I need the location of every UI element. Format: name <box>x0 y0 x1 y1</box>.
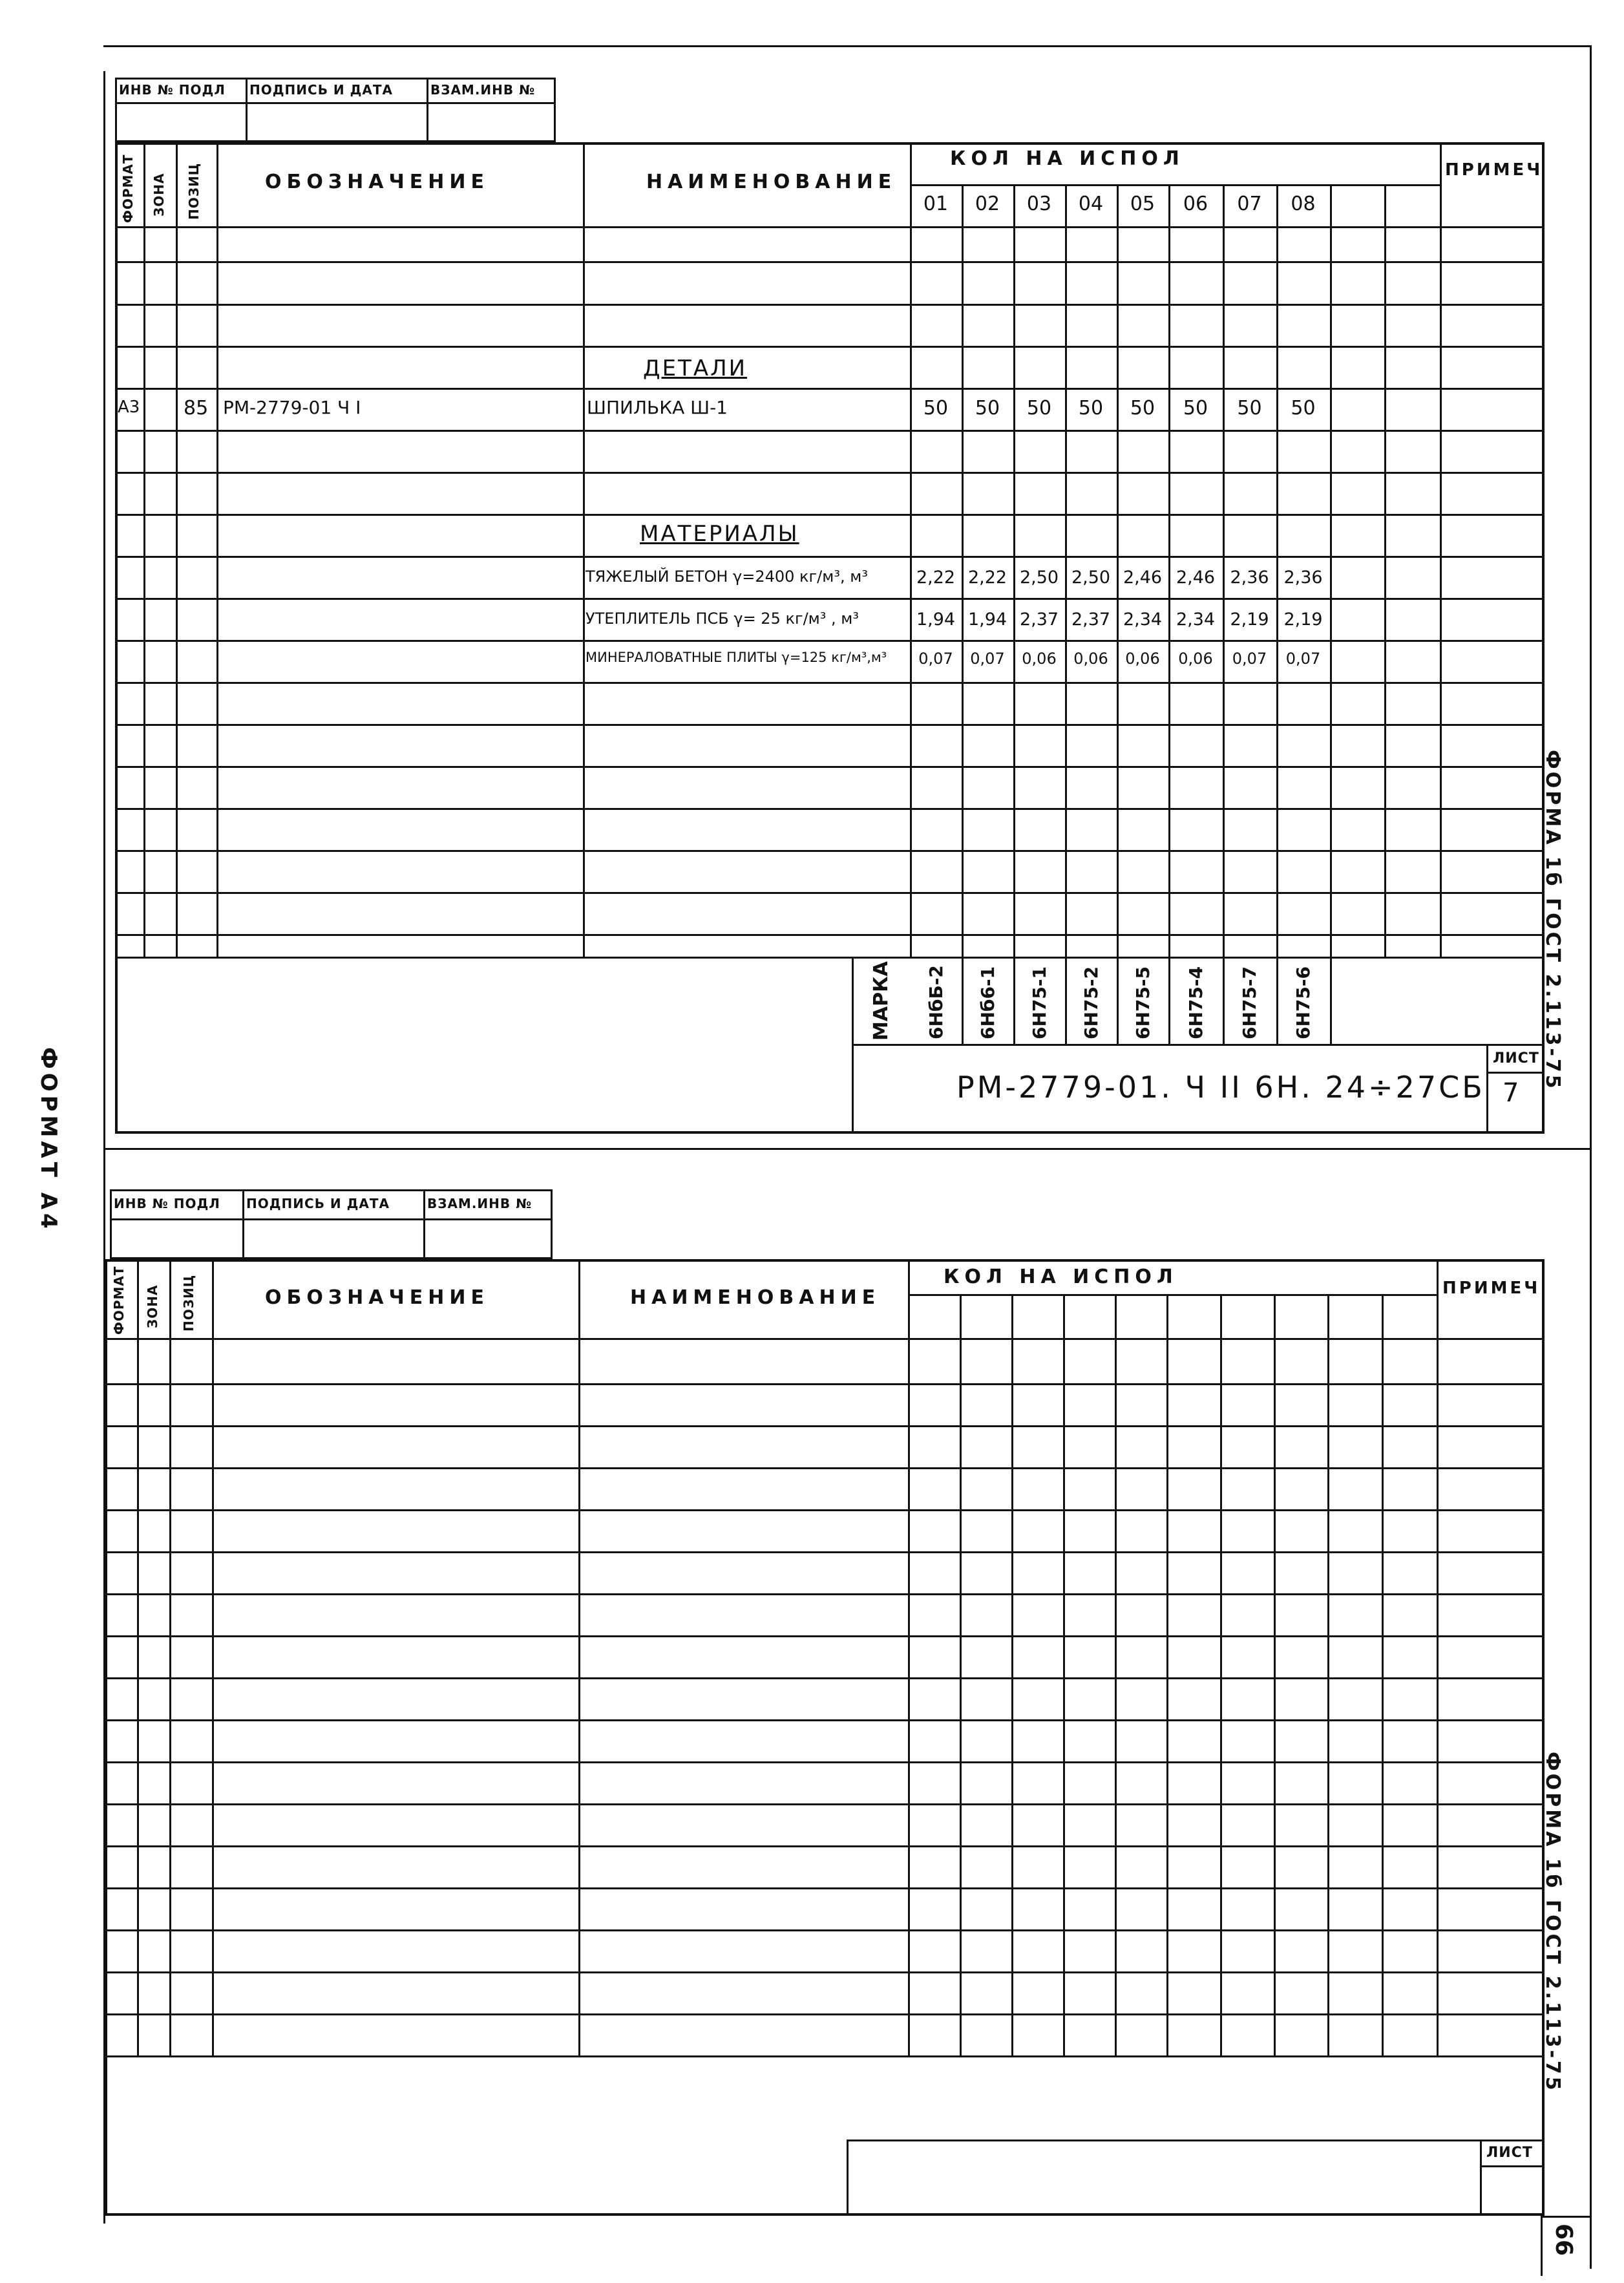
variant-05: 05 <box>1130 193 1155 215</box>
material-value: 2,19 <box>1283 610 1323 630</box>
col-zone-label: ЗОНА <box>151 173 167 217</box>
variant-03: 03 <box>1026 193 1052 215</box>
detail-qty-06: 50 <box>1183 397 1208 419</box>
variant-04: 04 <box>1078 193 1104 215</box>
material-value: 0,07 <box>918 650 953 668</box>
material-name: ТЯЖЕЛЫЙ БЕТОН γ=2400 кг/м³, м³ <box>585 568 868 586</box>
variant-01: 01 <box>923 193 949 215</box>
material-value: 0,07 <box>1285 650 1321 668</box>
stamp-inv-label: ИНВ № ПОДЛ <box>114 1196 220 1211</box>
form-standard-label: ФОРМА 1б ГОСТ 2.113-75 <box>1541 750 1564 1091</box>
list-label: ЛИСТ <box>1486 2145 1533 2161</box>
form-standard-label: ФОРМА 1б ГОСТ 2.113-75 <box>1541 1752 1564 2093</box>
material-value: 2,37 <box>1071 610 1111 630</box>
col-note-label: ПРИМЕЧ <box>1442 1279 1541 1298</box>
page-top-line <box>103 45 1590 47</box>
material-name: МИНЕРАЛОВАТНЫЕ ПЛИТЫ γ=125 кг/м³,м³ <box>585 650 887 665</box>
material-value: 2,34 <box>1123 610 1163 630</box>
detail-qty-04: 50 <box>1078 397 1104 419</box>
col-designation-label: ОБОЗНАЧЕНИЕ <box>265 171 489 193</box>
page-divider <box>103 1148 1590 1150</box>
material-value: 2,34 <box>1176 610 1216 630</box>
marka-label: МАРКА <box>870 961 892 1041</box>
material-value: 1,94 <box>967 610 1007 630</box>
col-format-label: ФОРМАТ <box>111 1266 127 1335</box>
mark-label: 6НбБ-2 <box>925 965 947 1039</box>
material-value: 0,06 <box>1125 650 1160 668</box>
material-value: 2,36 <box>1283 568 1323 588</box>
mark-label: 6Н75-7 <box>1239 966 1260 1039</box>
col-format-label: ФОРМАТ <box>120 154 136 223</box>
detail-name: ШПИЛЬКА Ш-1 <box>587 397 728 418</box>
col-designation-label: ОБОЗНАЧЕНИЕ <box>265 1286 489 1309</box>
detail-designation: РМ-2779-01 Ч I <box>223 397 361 418</box>
section-materials-heading: МАТЕРИАЛЫ <box>640 521 799 547</box>
mark-label: 6Н75-2 <box>1081 966 1102 1039</box>
stamp-vzam-label: ВЗАМ.ИНВ № <box>427 1196 533 1211</box>
col-name-label: НАИМЕНОВАНИЕ <box>646 171 897 193</box>
variant-06: 06 <box>1183 193 1208 215</box>
col-qty-label: КОЛ НА ИСПОЛ <box>944 1266 1178 1288</box>
stamp-sign-label: ПОДПИСЬ И ДАТА <box>246 1196 390 1211</box>
material-value: 0,07 <box>1232 650 1267 668</box>
detail-qty-02: 50 <box>975 397 1000 419</box>
stamp-vzam-label: ВЗАМ.ИНВ № <box>430 82 536 98</box>
list-label: ЛИСТ <box>1493 1050 1539 1067</box>
col-pos-label: ПОЗИЦ <box>186 162 202 220</box>
detail-qty-08: 50 <box>1291 397 1316 419</box>
material-value: 1,94 <box>916 610 956 630</box>
variant-02: 02 <box>975 193 1000 215</box>
stamp-inv-label: ИНВ № ПОДЛ <box>119 82 226 98</box>
detail-qty-01: 50 <box>923 397 949 419</box>
detail-qty-03: 50 <box>1026 397 1052 419</box>
material-value: 2,50 <box>1071 568 1111 588</box>
material-value: 0,06 <box>1022 650 1057 668</box>
mark-label: 6Нб6-1 <box>977 966 998 1039</box>
format-a4-label: ФОРМАТ А4 <box>36 1047 61 1233</box>
page-number: 66 <box>1550 2224 1577 2256</box>
material-value: 2,22 <box>916 568 956 588</box>
stamp-sign-label: ПОДПИСЬ И ДАТА <box>249 82 394 98</box>
material-value: 2,22 <box>967 568 1007 588</box>
document-title: РМ-2779-01. Ч II 6Н. 24÷27СБ <box>956 1070 1485 1105</box>
section-details-heading: ДЕТАЛИ <box>643 356 748 381</box>
material-value: 2,36 <box>1230 568 1269 588</box>
material-name: УТЕПЛИТЕЛЬ ПСБ γ= 25 кг/м³ , м³ <box>585 610 859 628</box>
col-pos-label: ПОЗИЦ <box>181 1274 196 1332</box>
material-value: 0,06 <box>1073 650 1108 668</box>
material-value: 0,07 <box>970 650 1005 668</box>
detail-qty-05: 50 <box>1130 397 1155 419</box>
page-right-line <box>1590 45 1592 2269</box>
material-value: 2,50 <box>1019 568 1059 588</box>
detail-pos: 85 <box>184 397 209 419</box>
mark-label: 6Н75-5 <box>1132 966 1154 1039</box>
col-name-label: НАИМЕНОВАНИЕ <box>630 1286 881 1309</box>
material-value: 2,46 <box>1176 568 1216 588</box>
material-value: 2,46 <box>1123 568 1163 588</box>
mark-label: 6Н75-4 <box>1185 966 1207 1039</box>
detail-format: А3 <box>118 398 140 417</box>
material-value: 0,06 <box>1178 650 1213 668</box>
mark-label: 6Н75-1 <box>1029 966 1050 1039</box>
col-zone-label: ЗОНА <box>145 1284 160 1328</box>
material-value: 2,19 <box>1230 610 1269 630</box>
col-qty-label: КОЛ НА ИСПОЛ <box>950 147 1185 170</box>
col-note-label: ПРИМЕЧ <box>1445 160 1543 180</box>
list-number: 7 <box>1503 1078 1519 1108</box>
mark-label: 6Н75-6 <box>1292 966 1314 1039</box>
variant-08: 08 <box>1291 193 1316 215</box>
variant-07: 07 <box>1237 193 1262 215</box>
detail-qty-07: 50 <box>1237 397 1262 419</box>
material-value: 2,37 <box>1019 610 1059 630</box>
